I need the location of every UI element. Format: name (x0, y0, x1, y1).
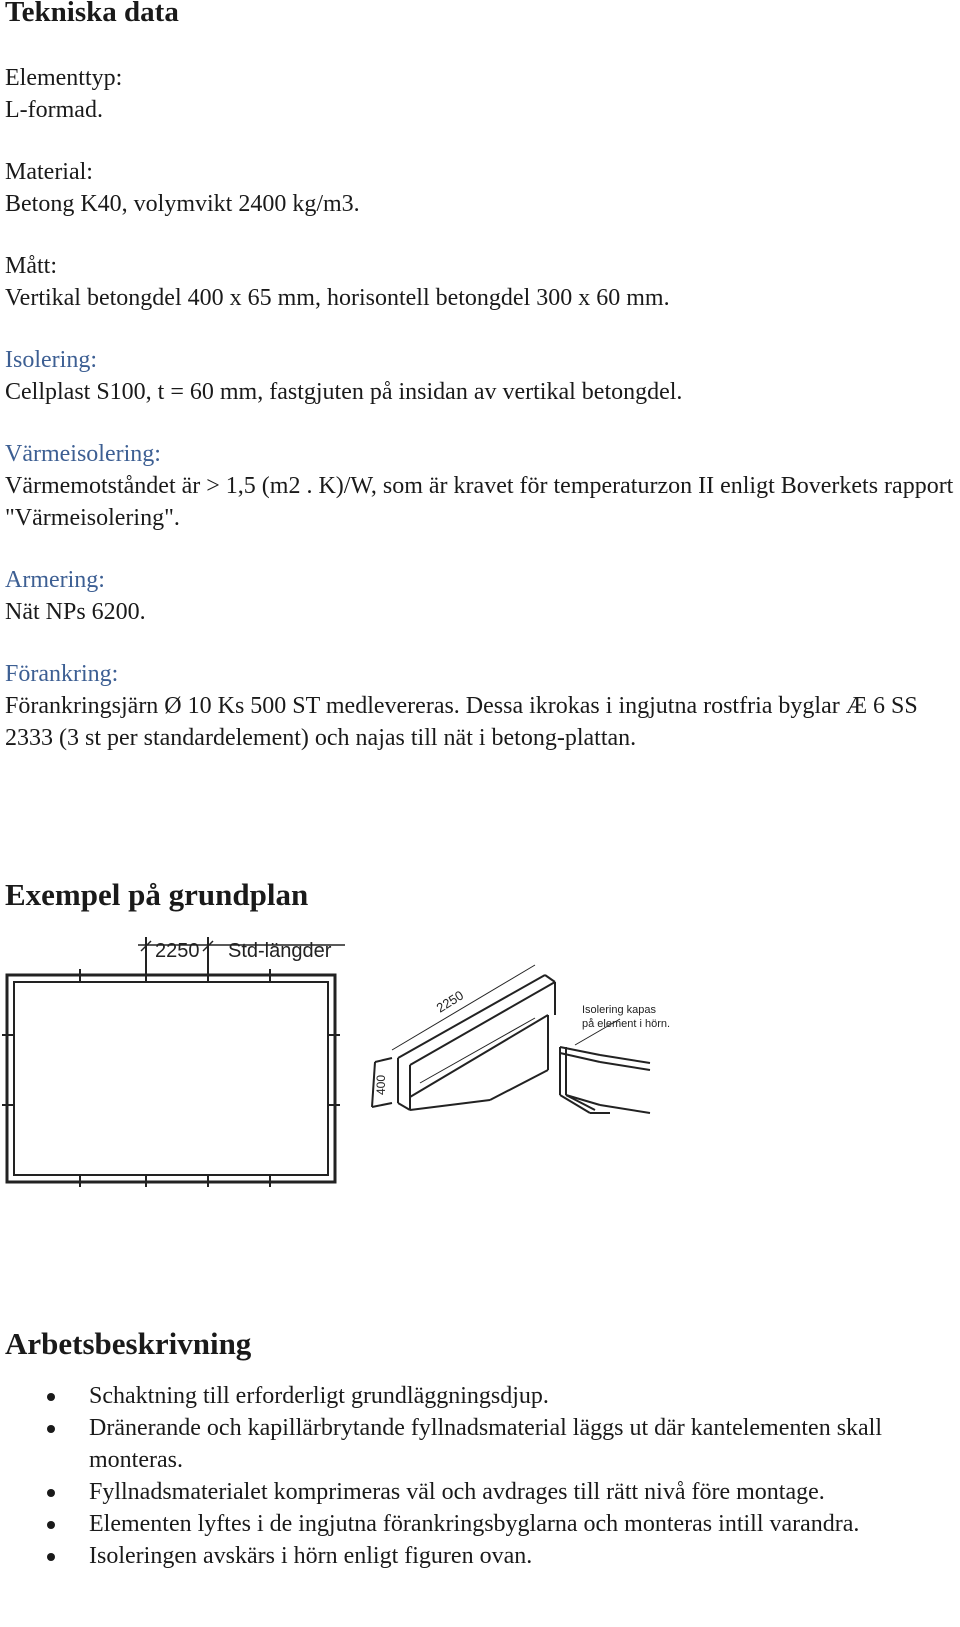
spec-label: Förankring: (5, 661, 119, 687)
dimension-value: 2250 (155, 940, 200, 962)
list-item (0, 1412, 955, 1476)
grundplan-figure (0, 935, 960, 1225)
iso-note-line2: på element i hörn. (582, 1018, 671, 1030)
list-item-text: Dränerande och kapillärbrytande fyllnadsmaterial läggs ut där kantelementen skall monteras. (89, 1415, 883, 1473)
bullet-icon (47, 1489, 55, 1497)
list-item (0, 1508, 955, 1540)
list-item (0, 1380, 955, 1412)
list-item-text: Elementen lyftes i de ingjutna förankringsbyglarna och monteras intill varandra. (89, 1511, 860, 1537)
list-item-text: Fyllnadsmaterialet komprimeras väl och avdrages till rätt nivå före montage. (89, 1479, 825, 1505)
spec-label: Material: (5, 159, 93, 185)
spec-isolering (5, 344, 955, 408)
spec-label: Mått: (5, 253, 57, 279)
spec-varmeisolering (5, 438, 955, 534)
spec-value: Förankringsjärn Ø 10 Ks 500 ST medlevereras. Dessa ikrokas i ingjutna rostfria byglar Æ 6 SS 2333 (3 st per standardelement) och najas till nät i betong-plattan. (5, 693, 918, 751)
spec-forankring (5, 658, 955, 754)
spec-value: Värmemotståndet är > 1,5 (m2 . K)/W, som är kravet för temperaturzon II enligt Boverkets rapport "Värmeisolering". (5, 473, 954, 531)
heading-exempel-pa-grundplan: Exempel på grundplan (5, 877, 309, 912)
iso-length-label: 2250 (433, 987, 467, 1016)
dimension-label: Std-längder (228, 940, 332, 962)
iso-height-label: 400 (374, 1074, 388, 1095)
isometric-element-drawing (372, 965, 650, 1113)
spec-value: Betong K40, volymvikt 2400 kg/m3. (5, 191, 360, 217)
spec-matt (5, 250, 955, 314)
bullet-icon (47, 1425, 55, 1433)
spec-label: Värmeisolering: (5, 441, 161, 467)
bullet-icon (47, 1521, 55, 1529)
list-item (0, 1476, 955, 1508)
spec-label: Isolering: (5, 347, 97, 373)
list-item-text: Isoleringen avskärs i hörn enligt figuren ovan. (89, 1543, 533, 1569)
list-item-text: Schaktning till erforderligt grundläggningsdjup. (89, 1383, 549, 1409)
spec-value: Nät NPs 6200. (5, 599, 146, 625)
spec-label: Elementtyp: (5, 65, 123, 91)
heading-tekniska-data: Tekniska data (5, 0, 179, 28)
bullet-icon (47, 1553, 55, 1561)
list-item (0, 1540, 955, 1572)
spec-value: L-formad. (5, 97, 103, 123)
spec-armering (5, 564, 955, 628)
plan-view-drawing (2, 937, 345, 1187)
spec-elementtyp (5, 62, 955, 126)
spec-value: Vertikal betongdel 400 x 65 mm, horisontell betongdel 300 x 60 mm. (5, 285, 670, 311)
iso-note-line1: Isolering kapas (582, 1004, 656, 1016)
spec-material (5, 156, 955, 220)
spec-value: Cellplast S100, t = 60 mm, fastgjuten på insidan av vertikal betongdel. (5, 379, 683, 405)
spec-label: Armering: (5, 567, 105, 593)
bullet-icon (47, 1393, 55, 1401)
arbets-steps-list (0, 1380, 955, 1572)
heading-arbetsbeskrivning: Arbetsbeskrivning (5, 1326, 252, 1361)
